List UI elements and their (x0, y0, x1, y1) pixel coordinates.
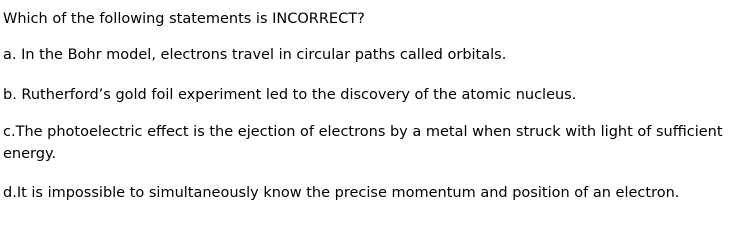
question-prompt: Which of the following statements is INCORRECT? (3, 11, 365, 27)
answer-option-b: b. Rutherford’s gold foil experiment led to the discovery of the atomic nucleus. (3, 87, 577, 103)
answer-option-d: d.It is impossible to simultaneously know the precise momentum and position of an electron. (3, 185, 680, 201)
answer-option-c: c.The photoelectric effect is the ejection of electrons by a metal when struck with light of sufficient energy. (3, 124, 723, 162)
answer-option-a: a. In the Bohr model, electrons travel in circular paths called orbitals. (3, 47, 507, 63)
